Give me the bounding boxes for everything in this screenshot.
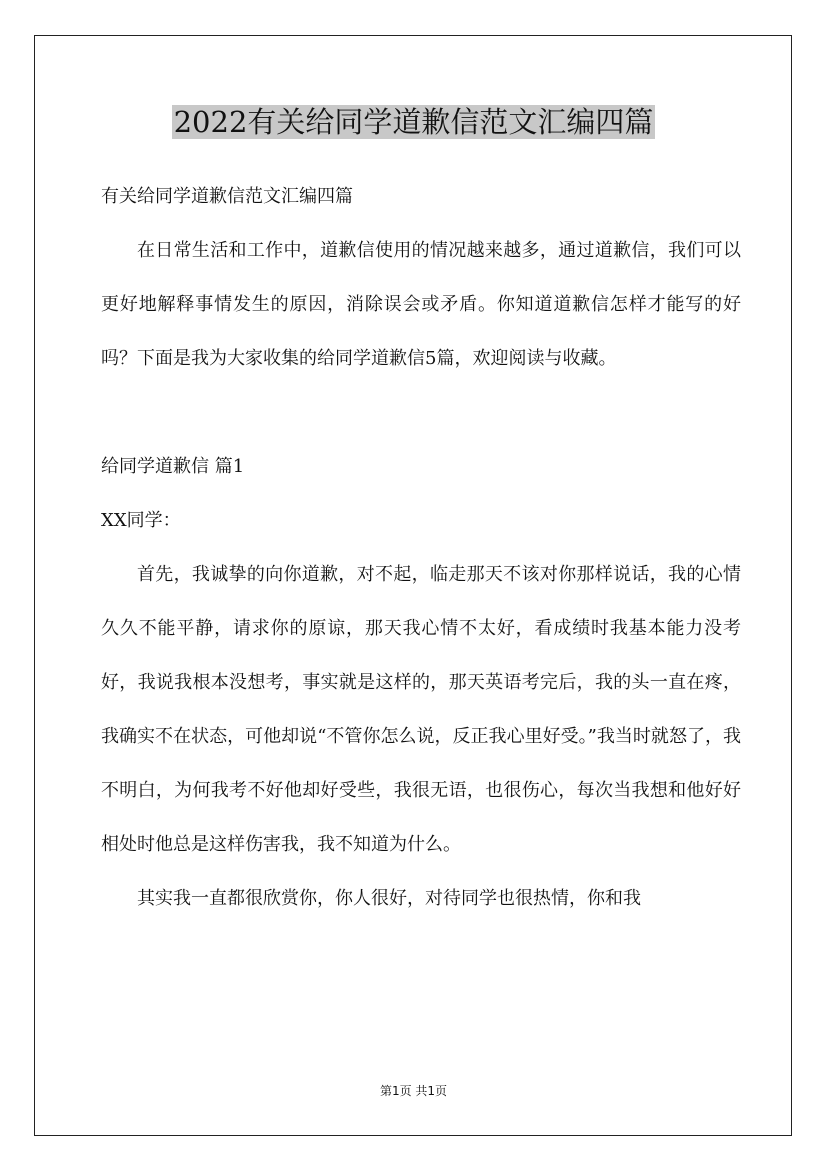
page-footer (0, 1083, 827, 1099)
document-title (0, 100, 827, 144)
page-number: 第1页 共1页 (379, 1084, 448, 1098)
letter-paragraph-1: 首先，我诚挚的向你道歉，对不起，临走那天不该对你那样说话，我的心情久久不能平静，请求你的原谅，那天我心情不太好，看成绩时我基本能力没考好，我说我根本没想考，事实就是这样的，那天英语考完后，我的头一直在疼，我确实不在状态，可他却说“不管你怎么说，反正我心里好受。”我当时就怒了，我不明白，为何我考不好他却好受些，我很无语，也很伤心，每次当我想和他好好相处时他总是这样伤害我，我不知道为什么。 (101, 564, 741, 855)
section-spacer (101, 386, 741, 440)
letter-paragraph-2: 其实我一直都很欣赏你，你人很好，对待同学也很热情，你和我 (137, 888, 641, 909)
document-body (101, 170, 741, 926)
section-heading: 给同学道歉信 篇1 (101, 456, 245, 477)
document-subtitle: 有关给同学道歉信范文汇编四篇 (101, 186, 353, 207)
letter-salutation: XX同学： (101, 510, 181, 531)
document-title-text: 2022有关给同学道歉信范文汇编四篇 (173, 105, 654, 139)
intro-paragraph: 在日常生活和工作中，道歉信使用的情况越来越多，通过道歉信，我们可以更好地解释事情发生的原因，消除误会或矛盾。你知道道歉信怎样才能写的好吗？下面是我为大家收集的给同学道歉信5篇，欢迎阅读与收藏。 (101, 240, 741, 369)
